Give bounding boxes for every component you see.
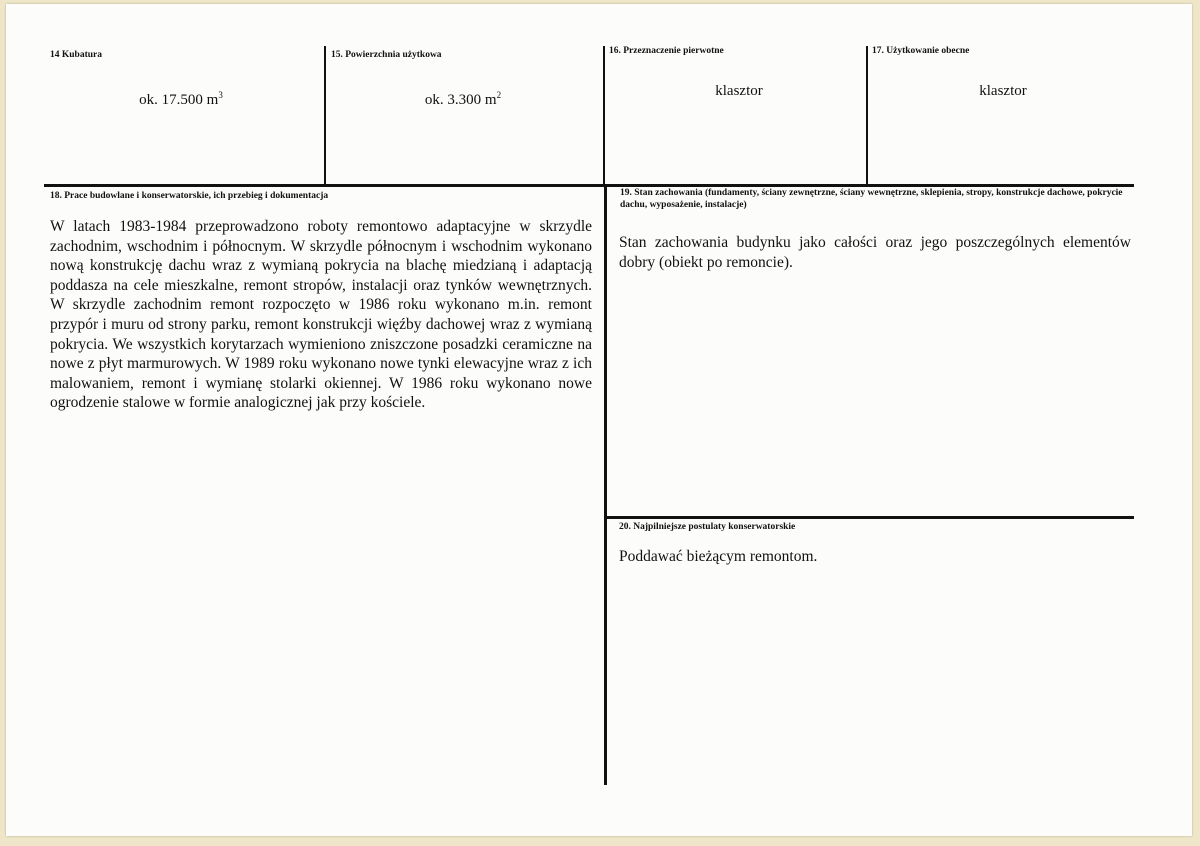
divider-15-16 — [603, 46, 605, 186]
field-14-label: 14 Kubatura — [50, 50, 102, 60]
divider-16-17 — [866, 46, 868, 186]
divider-14-15 — [324, 46, 326, 186]
field-20-text: Poddawać bieżącym remontom. — [619, 548, 818, 565]
field-15-value-text: ok. 3.300 m — [424, 92, 497, 108]
field-19-label: 19. Stan zachowania (fundamenty, ściany zewnętrzne, ściany wewnętrzne, sklepienia, stropy, konstrukcje dachowe, pokrycie dachu, wyposażenie, instalacje) — [620, 188, 1123, 210]
divider-19-20 — [605, 516, 1134, 519]
form-sheet — [6, 4, 1192, 836]
field-19-text: Stan zachowania budynku jako całości oraz jego poszczególnych elementów dobry (obiekt po remoncie). — [619, 234, 1131, 271]
field-20-label: 20. Najpilniejsze postulaty konserwatorskie — [619, 522, 796, 532]
field-16-value: klasztor — [715, 83, 763, 99]
field-14-value — [46, 92, 316, 109]
field-14-value-text: ok. 17.500 m — [139, 92, 219, 108]
field-14-value-exponent: 3 — [218, 90, 223, 100]
divider-main-vertical — [604, 184, 607, 785]
field-18-text: W latach 1983-1984 przeprowadzono roboty remontowo adaptacyjne w skrzydle zachodnim, wschodnim i północnym. W skrzydle północnym i wschodnim wykonano nową konstrukcję dachu wraz z wymianą pokrycia na blachę miedzianą i adaptacją poddasza na cele mieszkalne, remont stropów, instalacji oraz tynków wewnętrznych. W skrzydle zachodnim remont rozpoczęto w 1986 roku wykonano m.in. remont przypór i muru od strony parku, remont konstrukcji więźby dachowej wraz z wymianą pokrycia. We wszystkich korytarzach wymieniono zniszczone posadzki ceramiczne na nowe z płyt marmurowych. W 1989 roku wykonano nowe tynki elewacyjne wraz z ich malowaniem, remont i wymianę stolarki okiennej. W 1986 roku wykonano nowe ogrodzenie stalowe w formie analogicznej jak przy kościele. — [50, 218, 592, 412]
field-18-label: 18. Prace budowlane i konserwatorskie, ich przebieg i dokumentacja — [50, 191, 329, 201]
field-15-label: 15. Powierzchnia użytkowa — [331, 50, 442, 60]
field-15-value — [328, 92, 598, 109]
field-15-value-exponent: 2 — [496, 90, 502, 100]
field-17-value: klasztor — [979, 83, 1027, 99]
field-16-label: 16. Przeznaczenie pierwotne — [609, 46, 724, 56]
field-17-label: 17. Użytkowanie obecne — [872, 46, 970, 56]
